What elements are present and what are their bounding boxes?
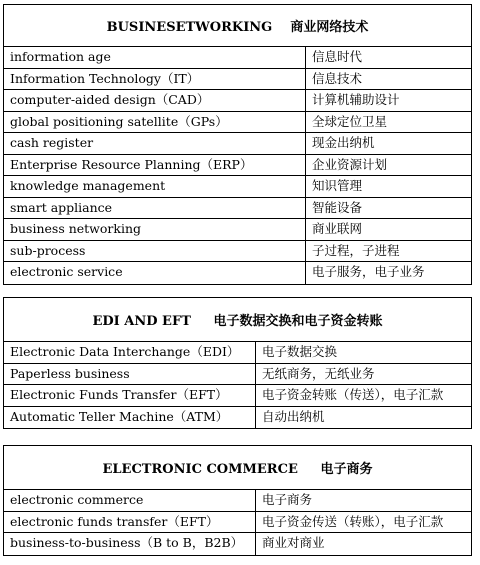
- english-term: information age: [4, 47, 306, 68]
- chinese-term: 智能设备: [312, 199, 363, 215]
- english-term: Electronic Data Interchange（EDI）: [4, 342, 256, 363]
- chinese-term: 子过程，子进程: [312, 242, 400, 258]
- chinese-term: 知识管理: [312, 178, 363, 193]
- table-row: [4, 533, 471, 555]
- chinese-term: 电子数据交换: [262, 344, 338, 359]
- table-row: [4, 262, 471, 284]
- table-row: [4, 490, 471, 512]
- english-term: global positioning satellite（GPs）: [4, 112, 306, 133]
- glossary-table-edi-eft: [3, 297, 472, 429]
- table-row: [4, 155, 471, 177]
- english-term: electronic funds transfer（EFT）: [4, 512, 256, 533]
- chinese-term: 电子资金传送（转账），电子汇款: [262, 513, 444, 529]
- chinese-term: 商业对商业: [262, 535, 325, 550]
- english-term: business-to-business（B to B，B2B）: [4, 533, 256, 555]
- table-row: [4, 112, 471, 134]
- table-row: [4, 512, 471, 534]
- english-term: Electronic Funds Transfer（EFT）: [4, 385, 256, 406]
- glossary-table-business-networking: [3, 4, 472, 285]
- table-row: [4, 69, 471, 91]
- chinese-term: 现金出纳机: [312, 135, 375, 150]
- chinese-term: 企业资源计划: [312, 156, 388, 172]
- chinese-term: 自动出纳机: [262, 408, 325, 424]
- chinese-term: 电子服务，电子业务: [312, 264, 425, 279]
- table-row: [4, 342, 471, 364]
- english-term: Automatic Teller Machine（ATM）: [4, 407, 256, 429]
- english-term: cash register: [4, 133, 306, 154]
- table-row: [4, 241, 471, 263]
- english-term: electronic commerce: [4, 490, 256, 511]
- english-term: sub-process: [4, 241, 306, 262]
- english-term: Information Technology（IT）: [4, 69, 306, 90]
- chinese-term: 全球定位卫星: [312, 113, 388, 129]
- chinese-term: 商业联网: [312, 221, 363, 236]
- english-term: Paperless business: [4, 364, 256, 385]
- english-term: business networking: [4, 219, 306, 240]
- chinese-term: 电子资金转账（传送），电子汇款: [262, 387, 444, 402]
- chinese-term: 电子商务: [262, 492, 313, 507]
- glossary-table-electronic-commerce: [3, 445, 472, 556]
- table-row: [4, 133, 471, 155]
- table-row: [4, 407, 471, 429]
- table-row: [4, 90, 471, 112]
- table-title: EDI AND EFT 电子数据交换和电子资金转账: [4, 298, 471, 342]
- chinese-term: 信息技术: [312, 70, 363, 86]
- english-term: Enterprise Resource Planning（ERP）: [4, 155, 306, 176]
- table-title: BUSINESETWORKING 商业网络技术: [4, 5, 471, 47]
- english-term: computer-aided design（CAD）: [4, 90, 306, 111]
- table-row: [4, 176, 471, 198]
- table-row: [4, 198, 471, 220]
- table-row: [4, 47, 471, 69]
- chinese-term: 信息时代: [312, 49, 363, 64]
- chinese-term: 无纸商务，无纸业务: [262, 365, 375, 381]
- english-term: smart appliance: [4, 198, 306, 219]
- table-title: ELECTRONIC COMMERCE 电子商务: [4, 446, 471, 490]
- chinese-term: 计算机辅助设计: [312, 92, 400, 107]
- english-term: knowledge management: [4, 176, 306, 197]
- table-row: [4, 364, 471, 386]
- table-row: [4, 385, 471, 407]
- table-row: [4, 219, 471, 241]
- english-term: electronic service: [4, 262, 306, 284]
